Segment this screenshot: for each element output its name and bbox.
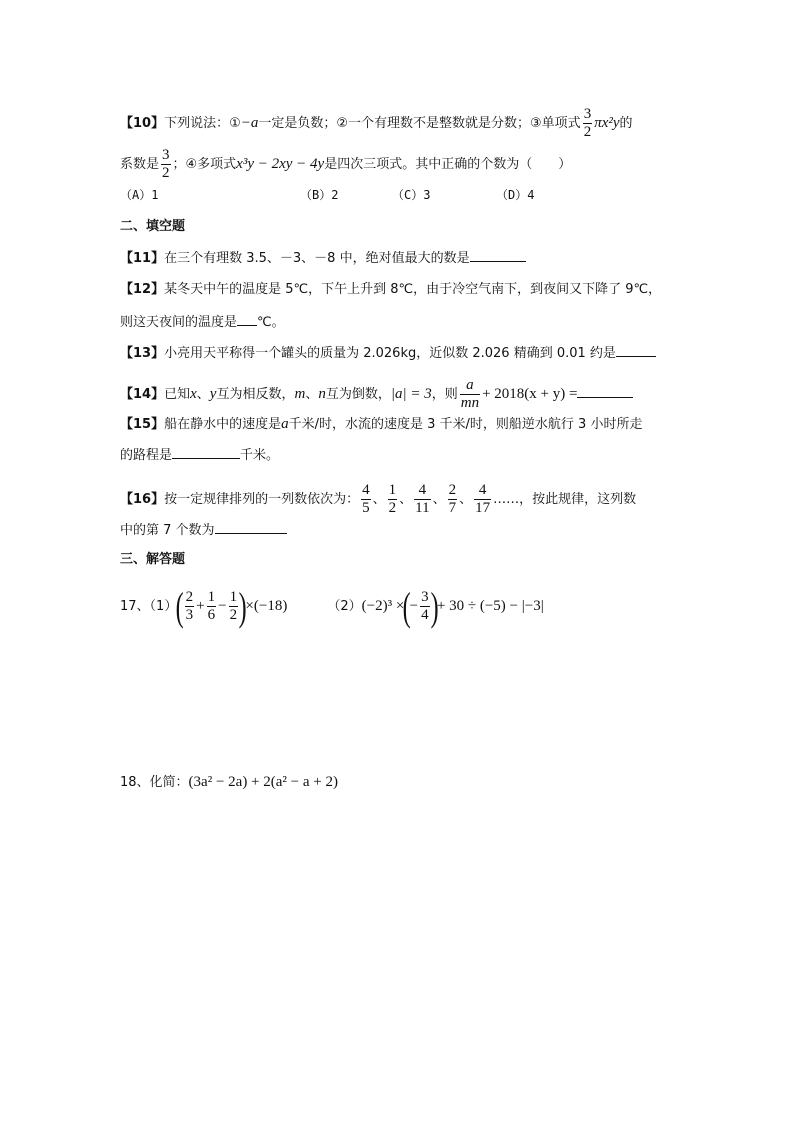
- q17-p1-frac-3: [229, 589, 239, 624]
- q17-p2-f-num: 3: [421, 589, 429, 605]
- q17-p1-f3-den: 2: [229, 607, 238, 623]
- q11: [120, 247, 526, 269]
- q12-text-line2a: 则这天夜间的温度是: [120, 315, 238, 330]
- q10-number: 【10】: [120, 116, 165, 131]
- q16-fraction-1: [361, 482, 371, 517]
- q16-f4-den: 7: [448, 500, 457, 516]
- q10-mono-num: 3: [583, 106, 592, 122]
- q17-p2-neg: −: [409, 598, 419, 614]
- q16-number: 【16】: [120, 492, 165, 507]
- q16-sep-4: 、: [459, 492, 473, 507]
- q15-number: 【15】: [120, 417, 165, 432]
- q16-sep-3: 、: [432, 492, 446, 507]
- q13-answer-blank: [616, 342, 656, 357]
- q14-text-5: 互为倒数，: [325, 387, 391, 402]
- q16-f5-den: 17: [475, 500, 491, 516]
- q12-number: 【12】: [120, 282, 165, 297]
- q14-text-4: 、: [305, 387, 319, 402]
- q16-answer-blank: [215, 519, 287, 534]
- q17-label-2: （2）: [327, 599, 362, 614]
- q14-frac-den: mn: [460, 395, 480, 411]
- q17-p2-frac: [420, 589, 430, 624]
- q16-f3-den: 11: [415, 500, 430, 516]
- q17-p1-f2-den: 6: [207, 607, 216, 623]
- q15-var-a: a: [281, 416, 289, 432]
- q16-line1: [120, 482, 636, 517]
- q10-text-a2: 一定是负数；②一个有理数不是整数就是分数；③单项式: [258, 116, 581, 131]
- q16-fraction-4: [448, 482, 458, 517]
- q17-p2-tail: + 30 ÷ (−5) − |−3|: [436, 598, 544, 614]
- q10-mono-den: 2: [583, 124, 592, 140]
- q11-text: 在三个有理数 3.5、－3、－8 中，绝对值最大的数是: [164, 251, 470, 266]
- q16-f3-num: 4: [414, 482, 430, 500]
- q10-option-a: （A）1: [120, 188, 159, 202]
- q15-text-1a: 船在静水中的速度是: [164, 417, 282, 432]
- q17-p1-plus: +: [196, 598, 205, 614]
- q14-text-1: 已知: [164, 387, 191, 402]
- q16-fraction-3: [414, 482, 430, 517]
- q17-p1-frac-2: [207, 589, 217, 624]
- q16-f4-num: 2: [448, 482, 457, 498]
- q17-p1-f1-num: 2: [185, 589, 194, 605]
- q16-line2: [120, 519, 287, 541]
- q16-f5-num: 4: [474, 482, 491, 500]
- q17-label: 17、（1）: [120, 599, 178, 614]
- q11-number: 【11】: [120, 251, 165, 266]
- q17-p2-head: (−2)³ ×: [361, 598, 405, 614]
- q10-text-b1: 系数是: [120, 157, 160, 172]
- q17-p1-tail: ×(−18): [245, 598, 288, 614]
- q17-p1-frac-1: [185, 589, 195, 624]
- q14-var-n: n: [318, 386, 326, 402]
- q12-line1: [120, 280, 661, 300]
- q16-f1-den: 5: [362, 500, 370, 516]
- q13: [120, 342, 656, 364]
- q10-option-c: （C）3: [392, 188, 431, 202]
- q18-expression: (3a² − 2a) + 2(a² − a + 2): [188, 774, 338, 790]
- q17-p1-f1-den: 3: [185, 607, 194, 623]
- q10-text-b3: 是四次三项式。其中正确的个数为（ ）: [324, 157, 572, 172]
- q15-line1: [120, 414, 642, 435]
- q10-minus-a: −a: [240, 115, 259, 131]
- section-2-title: 二、填空题: [120, 219, 186, 234]
- section-3-title: 三、解答题: [120, 552, 186, 567]
- q16-fraction-5: [474, 482, 491, 517]
- q17-p1-f2-num: 1: [207, 589, 216, 605]
- q16-f2-num: 1: [388, 482, 397, 498]
- q12-line2: [120, 311, 285, 333]
- q12-answer-blank: [237, 311, 257, 326]
- q16-text-2a: 中的第 7 个数为: [120, 523, 215, 538]
- q17-p1-minus: −: [218, 598, 227, 614]
- q10-line1: [120, 106, 633, 141]
- q10-line2: [120, 147, 571, 182]
- q17-close-paren: ): [238, 583, 247, 629]
- q18: [120, 770, 338, 795]
- q11-answer-blank: [470, 247, 526, 262]
- q16-text-1b: ，按此规律，这列数: [519, 492, 637, 507]
- q16-sep-1: 、: [372, 492, 386, 507]
- q10-polynomial: x³y − 2xy − 4y: [236, 156, 325, 172]
- q17-p1-f3-num: 1: [229, 589, 238, 605]
- q15-answer-blank: [172, 444, 240, 459]
- q16-ellipsis: ……: [493, 492, 520, 507]
- q17-p2-open-paren: (: [402, 583, 411, 629]
- q14-expression: + 2018(x + y) =: [482, 386, 578, 402]
- q16-f1-num: 4: [362, 482, 370, 498]
- q15-line2: [120, 444, 279, 466]
- q14-fraction: [460, 377, 480, 412]
- q12-text-line2b: ℃。: [257, 315, 285, 330]
- q13-number: 【13】: [120, 346, 165, 361]
- q10-option-d: （D）4: [496, 188, 535, 202]
- q14-var-x: x: [190, 386, 197, 402]
- q15-text-1b: 千米/时，水流的速度是 3 千米/时，则船逆水航行 3 小时所走: [288, 417, 643, 432]
- q10-text-b2: ；④多项式: [172, 157, 237, 172]
- q10-option-b: （B）2: [300, 188, 339, 202]
- q14: [120, 377, 633, 412]
- q10-text-a1: 下列说法：①: [164, 116, 241, 131]
- q17-p2-close-paren: ): [430, 583, 439, 629]
- q16-fraction-2: [388, 482, 398, 517]
- q10-coef-num: 3: [162, 147, 170, 163]
- q10-coef-den: 2: [162, 165, 170, 181]
- q14-var-m: m: [294, 386, 306, 402]
- q13-text: 小亮用天平称得一个罐头的质量为 2.026kg，近似数 2.026 精确到 0.01 约是: [164, 346, 616, 361]
- q14-text-3: 互为相反数，: [216, 387, 295, 402]
- q10-monomial-coefficient: [583, 106, 593, 141]
- q10-coefficient-fraction: [161, 147, 171, 182]
- q17-p2-f-den: 4: [421, 607, 429, 623]
- q14-var-y: y: [209, 386, 217, 402]
- q10-de: 的: [619, 116, 633, 131]
- q16-f2-den: 2: [388, 500, 397, 516]
- q10-monomial-tail: πx²y: [594, 115, 620, 131]
- q15-text-2a: 的路程是: [120, 448, 173, 463]
- q16-text-1a: 按一定规律排列的一列数依次为：: [164, 492, 360, 507]
- q12-text-line1: 某冬天中午的温度是 5℃，下午上升到 8℃，由于冷空气南下，到夜间又下降了 9℃，: [164, 282, 662, 297]
- q14-text-6: ，则: [431, 387, 458, 402]
- q17: [120, 583, 544, 629]
- q17-open-paren: (: [175, 583, 184, 629]
- q14-frac-num: a: [460, 377, 480, 395]
- q14-number: 【14】: [120, 387, 165, 402]
- q18-label: 18、化简：: [120, 775, 189, 790]
- q16-sep-2: 、: [399, 492, 413, 507]
- q15-text-2b: 千米。: [240, 448, 280, 463]
- q14-abs-a: |a| = 3: [390, 386, 432, 402]
- q14-text-2: 、: [196, 387, 210, 402]
- q14-answer-blank: [577, 383, 633, 398]
